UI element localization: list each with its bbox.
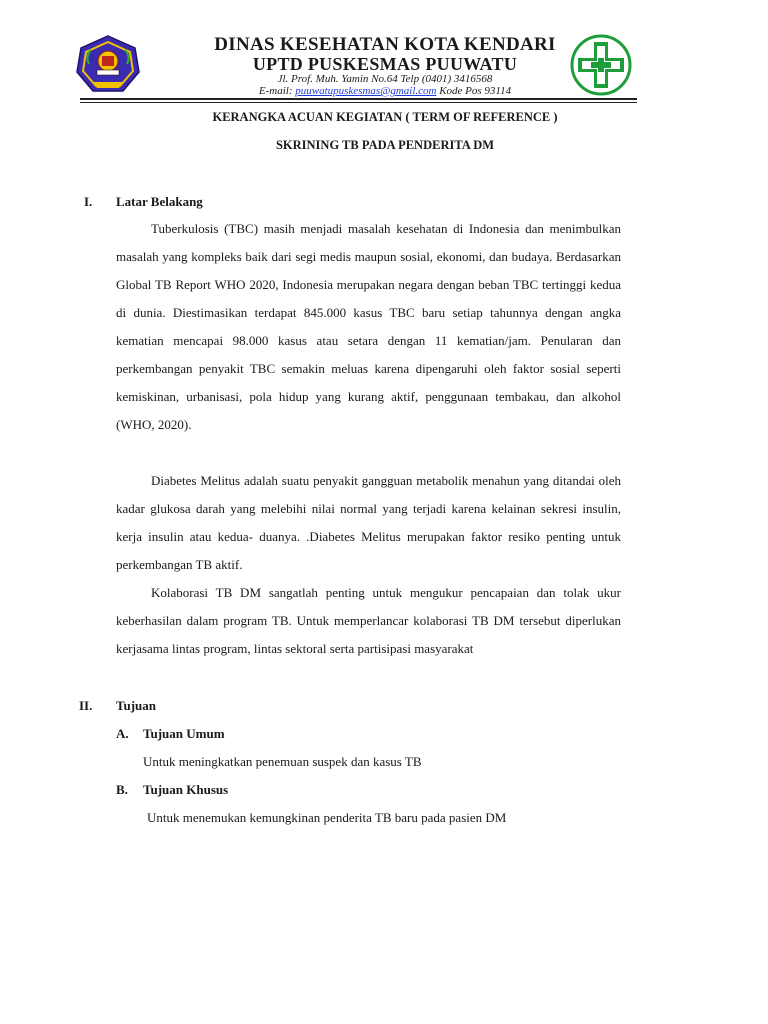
section-1-paragraph-3: Kolaborasi TB DM sangatlah penting untuk mengukur pencapaian dan tolak ukur keberhasilan dalam program TB. Untuk memperlancar kolaborasi TB DM tersebut diperlukan kerjasama lintas program, lintas sektoral serta partisipasi masyarakat	[116, 585, 621, 656]
section-2-title: Tujuan	[116, 698, 156, 713]
email-label: E-mail:	[258, 85, 293, 97]
kendari-emblem-logo	[75, 34, 141, 94]
subsection-b-letter: B.	[116, 782, 128, 797]
email-link[interactable]: puuwatupuskesmas@gmail.com	[295, 85, 437, 97]
section-2-number: II.	[79, 698, 93, 713]
section-1-paragraph-2: Diabetes Melitus adalah suatu penyakit gangguan metabolik menahun yang ditandai oleh kadar glukosa darah yang melebihi nilai normal yang terjadi karena kelainan sekresi insulin, kerja insulin atau kedua- duanya. .Diabetes Melitus merupakan faktor resiko penting untuk perkembangan TB aktif.	[116, 473, 621, 572]
header-rule-thin	[80, 102, 637, 103]
document-title: KERANGKA ACUAN KEGIATAN ( TERM OF REFERENCE )	[212, 110, 558, 124]
org-address: Jl. Prof. Muh. Yamin No.64 Telp (0401) 3416568	[277, 73, 493, 85]
section-1-paragraph-1: Tuberkulosis (TBC) masih menjadi masalah kesehatan di Indonesia dan menimbulkan masalah yang kompleks baik dari segi medis maupun sosial, ekonomi, dan budaya. Berdasarkan Global TB Report WHO 2020, Indonesia merupakan negara dengan beban TBC tertinggi kedua di dunia. Diestimasikan terdapat 845.000 kasus TBC baru setiap tahunnya dengan angka kematian mencapai 98.000 kasus atau setara dengan 11 kematian/jam. Penularan dan perkembangan penyakit TBC semakin meluas karena dipengaruhi oleh faktor sosial seperti kemiskinan, urbanisasi, pola hidup yang kurang aktif, penggunaan tembakau, dan alkohol (WHO, 2020).	[116, 221, 621, 432]
section-1-title: Latar Belakang	[116, 194, 203, 209]
org-contact	[150, 85, 620, 97]
subsection-a-letter: A.	[116, 726, 129, 741]
header-rule-thick	[80, 98, 637, 100]
subsection-b-title: Tujuan Khusus	[143, 782, 229, 797]
subsection-a-title: Tujuan Umum	[143, 726, 225, 741]
document-subtitle: SKRINING TB PADA PENDERITA DM	[275, 138, 495, 152]
subsection-b-text: Untuk menemukan kemungkinan penderita TB baru pada pasien DM	[147, 810, 507, 825]
postal-code: Kode Pos 93114	[439, 85, 512, 97]
org-name-line2: UPTD PUSKESMAS PUUWATU	[252, 54, 518, 74]
section-1-number: I.	[84, 194, 93, 209]
puskesmas-cross-logo	[568, 34, 634, 96]
org-name-line1: DINAS KESEHATAN KOTA KENDARI	[214, 34, 556, 55]
subsection-a-text: Untuk meningkatkan penemuan suspek dan kasus TB	[143, 754, 422, 769]
